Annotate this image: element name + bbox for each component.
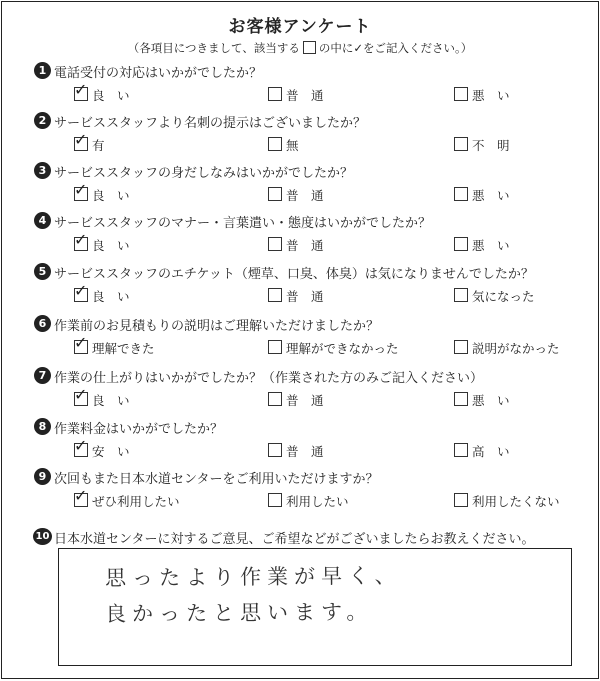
answer-checkbox[interactable]: [454, 87, 468, 101]
answer-checkbox[interactable]: [454, 137, 468, 151]
question-7: [2, 365, 598, 411]
answer-label: 不 明: [472, 138, 510, 153]
check-mark-icon: ✓: [74, 333, 88, 352]
answer-checkbox[interactable]: [74, 385, 88, 406]
question-text: 作業前のお見積もりの説明はご理解いただけましたか？: [54, 319, 380, 334]
check-mark-icon: ✓: [74, 180, 88, 199]
question-number-badge: 7: [34, 367, 51, 384]
answer-checkbox[interactable]: [268, 288, 282, 302]
answer-checkbox[interactable]: [74, 486, 88, 507]
question-text: サービススタッフのマナー・言葉遣い・態度はいかがでしたか？: [54, 216, 432, 231]
question-1: [2, 60, 598, 106]
answer-checkbox[interactable]: [74, 281, 88, 302]
answer-checkbox[interactable]: [74, 180, 88, 201]
answer-label: 理解ができなかった: [286, 341, 399, 356]
answer-checkbox[interactable]: [268, 493, 282, 507]
question-text: サービススタッフの身だしなみはいかがでしたか？: [54, 166, 354, 181]
question-number-badge: 5: [34, 263, 51, 280]
question-number-badge: 8: [34, 418, 51, 435]
answer-checkbox[interactable]: [454, 340, 468, 354]
question-number-badge: 1: [34, 62, 51, 79]
answer-label: 悪 い: [472, 393, 510, 408]
answer-checkbox[interactable]: [74, 80, 88, 101]
question-text: 日本水道センターに対するご意見、ご希望などがございましたらお教えください。: [54, 532, 535, 547]
check-mark-icon: ✓: [74, 130, 88, 149]
answer-label: 普 通: [286, 289, 324, 304]
check-mark-icon: ✓: [74, 436, 88, 455]
answer-checkbox[interactable]: [454, 443, 468, 457]
check-mark-icon: ✓: [74, 486, 88, 505]
question-6: [2, 313, 598, 359]
answer-checkbox[interactable]: [268, 137, 282, 151]
answer-checkbox[interactable]: [268, 237, 282, 251]
answer-label: 無: [286, 138, 299, 153]
question-5: [2, 261, 598, 307]
answer-label: 普 通: [286, 238, 324, 253]
answer-label: 普 通: [286, 393, 324, 408]
answer-checkbox[interactable]: [74, 333, 88, 354]
answer-label: 気になった: [472, 289, 535, 304]
answer-checkbox[interactable]: [454, 493, 468, 507]
answer-label: 悪 い: [472, 238, 510, 253]
check-mark-icon: ✓: [74, 230, 88, 249]
handwritten-comment-line-1: 思ったより作業が早く、: [104, 563, 402, 591]
answer-checkbox[interactable]: [454, 187, 468, 201]
answer-label: 安 い: [92, 444, 130, 459]
question-9: [2, 466, 598, 512]
instruction-text-before: （各項目につきまして、該当する: [127, 41, 300, 55]
question-text: 作業の仕上がりはいかがでしたか？（作業された方のみご記入ください）: [54, 371, 484, 386]
answer-checkbox[interactable]: [74, 230, 88, 251]
answer-checkbox[interactable]: [268, 87, 282, 101]
answer-label: 利用したい: [286, 494, 349, 509]
question-number-badge: 4: [34, 212, 51, 229]
question-text: 電話受付の対応はいかがでしたか？: [54, 66, 263, 81]
answer-label: ぜひ利用したい: [92, 494, 180, 509]
check-mark-icon: ✓: [74, 80, 88, 99]
form-instruction: [2, 40, 598, 56]
answer-checkbox[interactable]: [74, 436, 88, 457]
question-number-badge: 2: [34, 112, 51, 129]
answer-label: 良 い: [92, 289, 130, 304]
checkbox-sample-icon: [303, 41, 316, 54]
form-title: お客様アンケート: [228, 17, 372, 37]
question-number-badge: 3: [34, 162, 51, 179]
answer-label: 説明がなかった: [472, 341, 560, 356]
check-mark-icon: ✓: [74, 385, 88, 404]
question-text: 次回もまた日本水道センターをご利用いただけますか？: [54, 472, 379, 487]
answer-checkbox[interactable]: [268, 187, 282, 201]
question-number-badge: 10: [33, 528, 52, 545]
handwritten-comment-line-2: 良かったと思います。: [104, 599, 374, 627]
answer-label: 普 通: [286, 188, 324, 203]
question-number-badge: 9: [34, 468, 51, 485]
answer-label: 普 通: [286, 444, 324, 459]
instruction-text-after: の中に✓をご記入ください。）: [318, 41, 473, 55]
question-text: サービススタッフのエチケット（煙草、口臭、体臭）は気になりませんでしたか？: [54, 267, 534, 282]
answer-label: 良 い: [92, 188, 130, 203]
question-3: [2, 160, 598, 206]
answer-label: 高 い: [472, 444, 510, 459]
answer-checkbox[interactable]: [454, 392, 468, 406]
answer-label: 良 い: [92, 88, 130, 103]
answer-checkbox[interactable]: [268, 340, 282, 354]
answer-label: 普 通: [286, 88, 324, 103]
comment-textarea[interactable]: [58, 548, 572, 666]
answer-checkbox[interactable]: [268, 392, 282, 406]
answer-label: 良 い: [92, 393, 130, 408]
question-number-badge: 6: [34, 315, 51, 332]
answer-checkbox[interactable]: [268, 443, 282, 457]
answer-label: 有: [92, 138, 105, 153]
check-mark-icon: ✓: [74, 281, 88, 300]
answer-checkbox[interactable]: [74, 130, 88, 151]
answer-checkbox[interactable]: [454, 288, 468, 302]
answer-label: 悪 い: [472, 88, 510, 103]
answer-label: 良 い: [92, 238, 130, 253]
question-2: [2, 110, 598, 156]
answer-checkbox[interactable]: [454, 237, 468, 251]
question-text: サービススタッフより名刺の提示はございましたか？: [54, 116, 367, 131]
answer-label: 利用したくない: [472, 494, 560, 509]
survey-form: [1, 1, 599, 679]
answer-label: 理解できた: [92, 341, 155, 356]
question-text: 作業料金はいかがでしたか？: [54, 422, 224, 437]
question-8: [2, 416, 598, 462]
answer-label: 悪 い: [472, 188, 510, 203]
question-4: [2, 210, 598, 256]
